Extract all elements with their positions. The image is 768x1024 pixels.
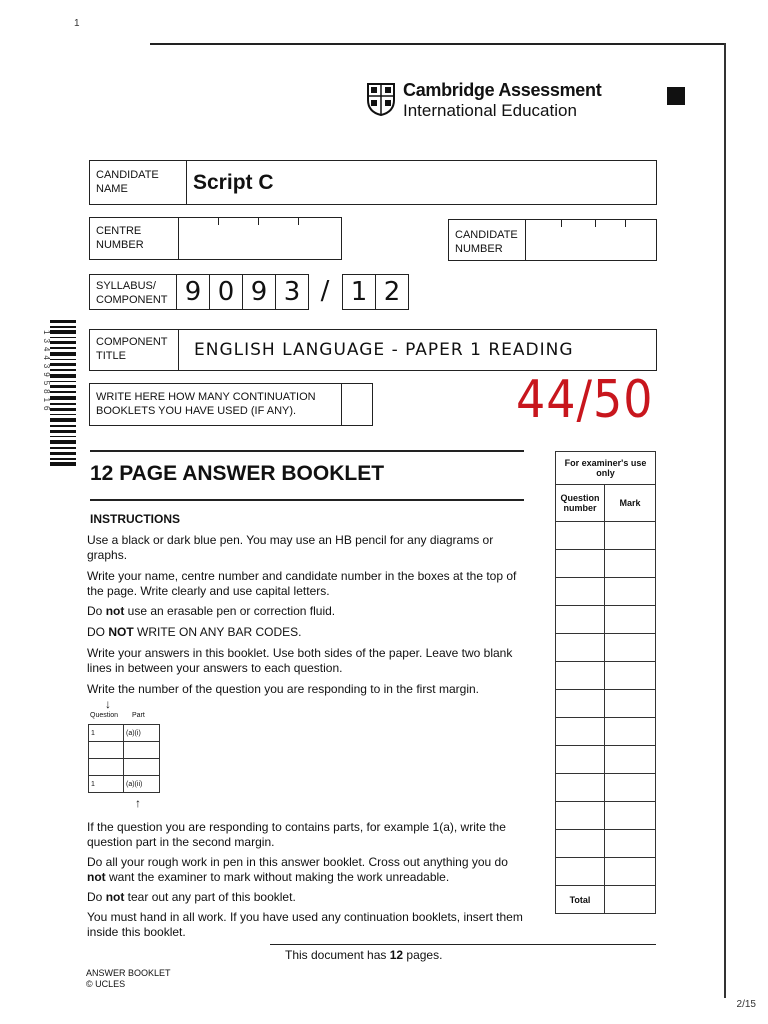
candidate-name-label: CANDIDATE NAME (96, 169, 159, 195)
candidate-number-box (448, 219, 657, 261)
instruction-rough-work: Do all your rough work in pen in this answer booklet. Cross out anything you do not want the examiner to mark without making the work unreadable. (87, 855, 508, 884)
question-cell[interactable] (556, 690, 605, 718)
mark-cell[interactable] (605, 690, 656, 718)
registration-mark (667, 87, 685, 105)
question-cell[interactable] (556, 578, 605, 606)
question-cell[interactable] (556, 746, 605, 774)
margin-col-part: Part (132, 712, 145, 719)
arrow-up-icon: ↑ (135, 796, 141, 810)
instruction-margin: Write the number of the question you are responding to in the first margin. (87, 682, 479, 696)
document-pages-note: This document has 12 pages. (285, 948, 443, 962)
mark-cell[interactable] (605, 578, 656, 606)
logo-subtitle: International Education (403, 101, 577, 120)
barcode-number: 1344395816 (42, 330, 51, 415)
question-cell[interactable] (556, 858, 605, 886)
page-number: 1 (74, 18, 80, 29)
candidate-number-label: CANDIDATE NUMBER (455, 229, 518, 255)
mark-cell[interactable] (605, 522, 656, 550)
question-cell[interactable] (556, 830, 605, 858)
cambridge-crest-icon (366, 82, 396, 116)
question-cell[interactable] (556, 522, 605, 550)
component-title-box (89, 329, 657, 371)
total-label: Total (556, 886, 605, 914)
instructions-heading: INSTRUCTIONS (90, 512, 180, 526)
syllabus-digit[interactable]: 9 (242, 274, 276, 310)
candidate-name-box (89, 160, 657, 205)
mark-cell[interactable] (605, 634, 656, 662)
instruction-erasable: Do not use an erasable pen or correction fluid. (87, 604, 336, 618)
instruction-answers: Write your answers in this booklet. Use both sides of the paper. Leave two blank lines in between your answers to each question. (87, 646, 513, 675)
syllabus-slash: / (320, 276, 330, 306)
question-cell[interactable] (556, 550, 605, 578)
mark-cell[interactable] (605, 662, 656, 690)
syllabus-digits (176, 274, 416, 310)
examiner-table (555, 451, 656, 914)
divider (270, 944, 656, 945)
centre-number-box (89, 217, 342, 260)
syllabus-digit[interactable]: 2 (375, 274, 409, 310)
instruction-parts: If the question you are responding to contains parts, for example 1(a), write the question part in the second margin. (87, 820, 506, 849)
centre-number-label: CENTRE NUMBER (96, 225, 144, 251)
continuation-box (89, 383, 373, 426)
mark-cell[interactable] (605, 858, 656, 886)
syllabus-digit[interactable]: 9 (176, 274, 210, 310)
mark-cell[interactable] (605, 606, 656, 634)
score-handwritten: 44/50 (516, 368, 654, 430)
instruction-tear: Do not tear out any part of this booklet. (87, 890, 296, 904)
divider (90, 499, 524, 501)
mark-cell[interactable] (605, 550, 656, 578)
instruction-pen: Use a black or dark blue pen. You may use an HB pencil for any diagrams or graphs. (87, 533, 494, 562)
mark-header: Mark (605, 485, 656, 522)
divider (90, 450, 524, 452)
question-number-header: Question number (556, 485, 605, 522)
sheet-top-edge (150, 43, 726, 45)
mark-cell[interactable] (605, 802, 656, 830)
component-title-value[interactable]: ENGLISH LANGUAGE - PAPER 1 READING (194, 340, 574, 360)
syllabus-digit[interactable]: 0 (209, 274, 243, 310)
total-mark-cell[interactable] (605, 886, 656, 914)
mark-cell[interactable] (605, 746, 656, 774)
question-cell[interactable] (556, 634, 605, 662)
mark-cell[interactable] (605, 830, 656, 858)
sheet-right-edge (724, 43, 726, 998)
margin-example-table: 1 (a)(i) 1 (a)(ii) (88, 724, 160, 793)
instruction-hand-in: You must hand in all work. If you have used any continuation booklets, insert them inside this booklet. (87, 910, 523, 939)
margin-col-question: Question (90, 712, 119, 719)
syllabus-digit[interactable]: 1 (342, 274, 376, 310)
mark-cell[interactable] (605, 774, 656, 802)
question-cell[interactable] (556, 802, 605, 830)
question-cell[interactable] (556, 606, 605, 634)
instruction-barcodes: DO NOT WRITE ON ANY BAR CODES. (87, 625, 302, 639)
arrow-down-icon: ↓ (105, 697, 111, 711)
booklet-title: 12 PAGE ANSWER BOOKLET (90, 462, 385, 485)
logo-title: Cambridge Assessment (403, 80, 602, 100)
question-cell[interactable] (556, 718, 605, 746)
syllabus-box (89, 274, 177, 310)
mark-cell[interactable] (605, 718, 656, 746)
candidate-name-value[interactable]: Script C (193, 171, 274, 194)
barcode-icon (50, 320, 76, 466)
booklet-footer: ANSWER BOOKLET © UCLES (86, 968, 171, 989)
instruction-name: Write your name, centre number and candidate number in the boxes at the top of the page. Write clearly and use capital letters. (87, 569, 517, 598)
syllabus-digit[interactable]: 3 (275, 274, 309, 310)
syllabus-label: SYLLABUS/ COMPONENT (96, 280, 168, 306)
question-cell[interactable] (556, 662, 605, 690)
examiner-header: For examiner's use only (556, 452, 656, 485)
component-title-label: COMPONENT TITLE (96, 336, 168, 362)
pdf-page-indicator: 2/15 (736, 999, 756, 1010)
question-cell[interactable] (556, 774, 605, 802)
continuation-label: WRITE HERE HOW MANY CONTINUATION BOOKLETS YOU HAVE USED (IF ANY). (96, 391, 316, 417)
